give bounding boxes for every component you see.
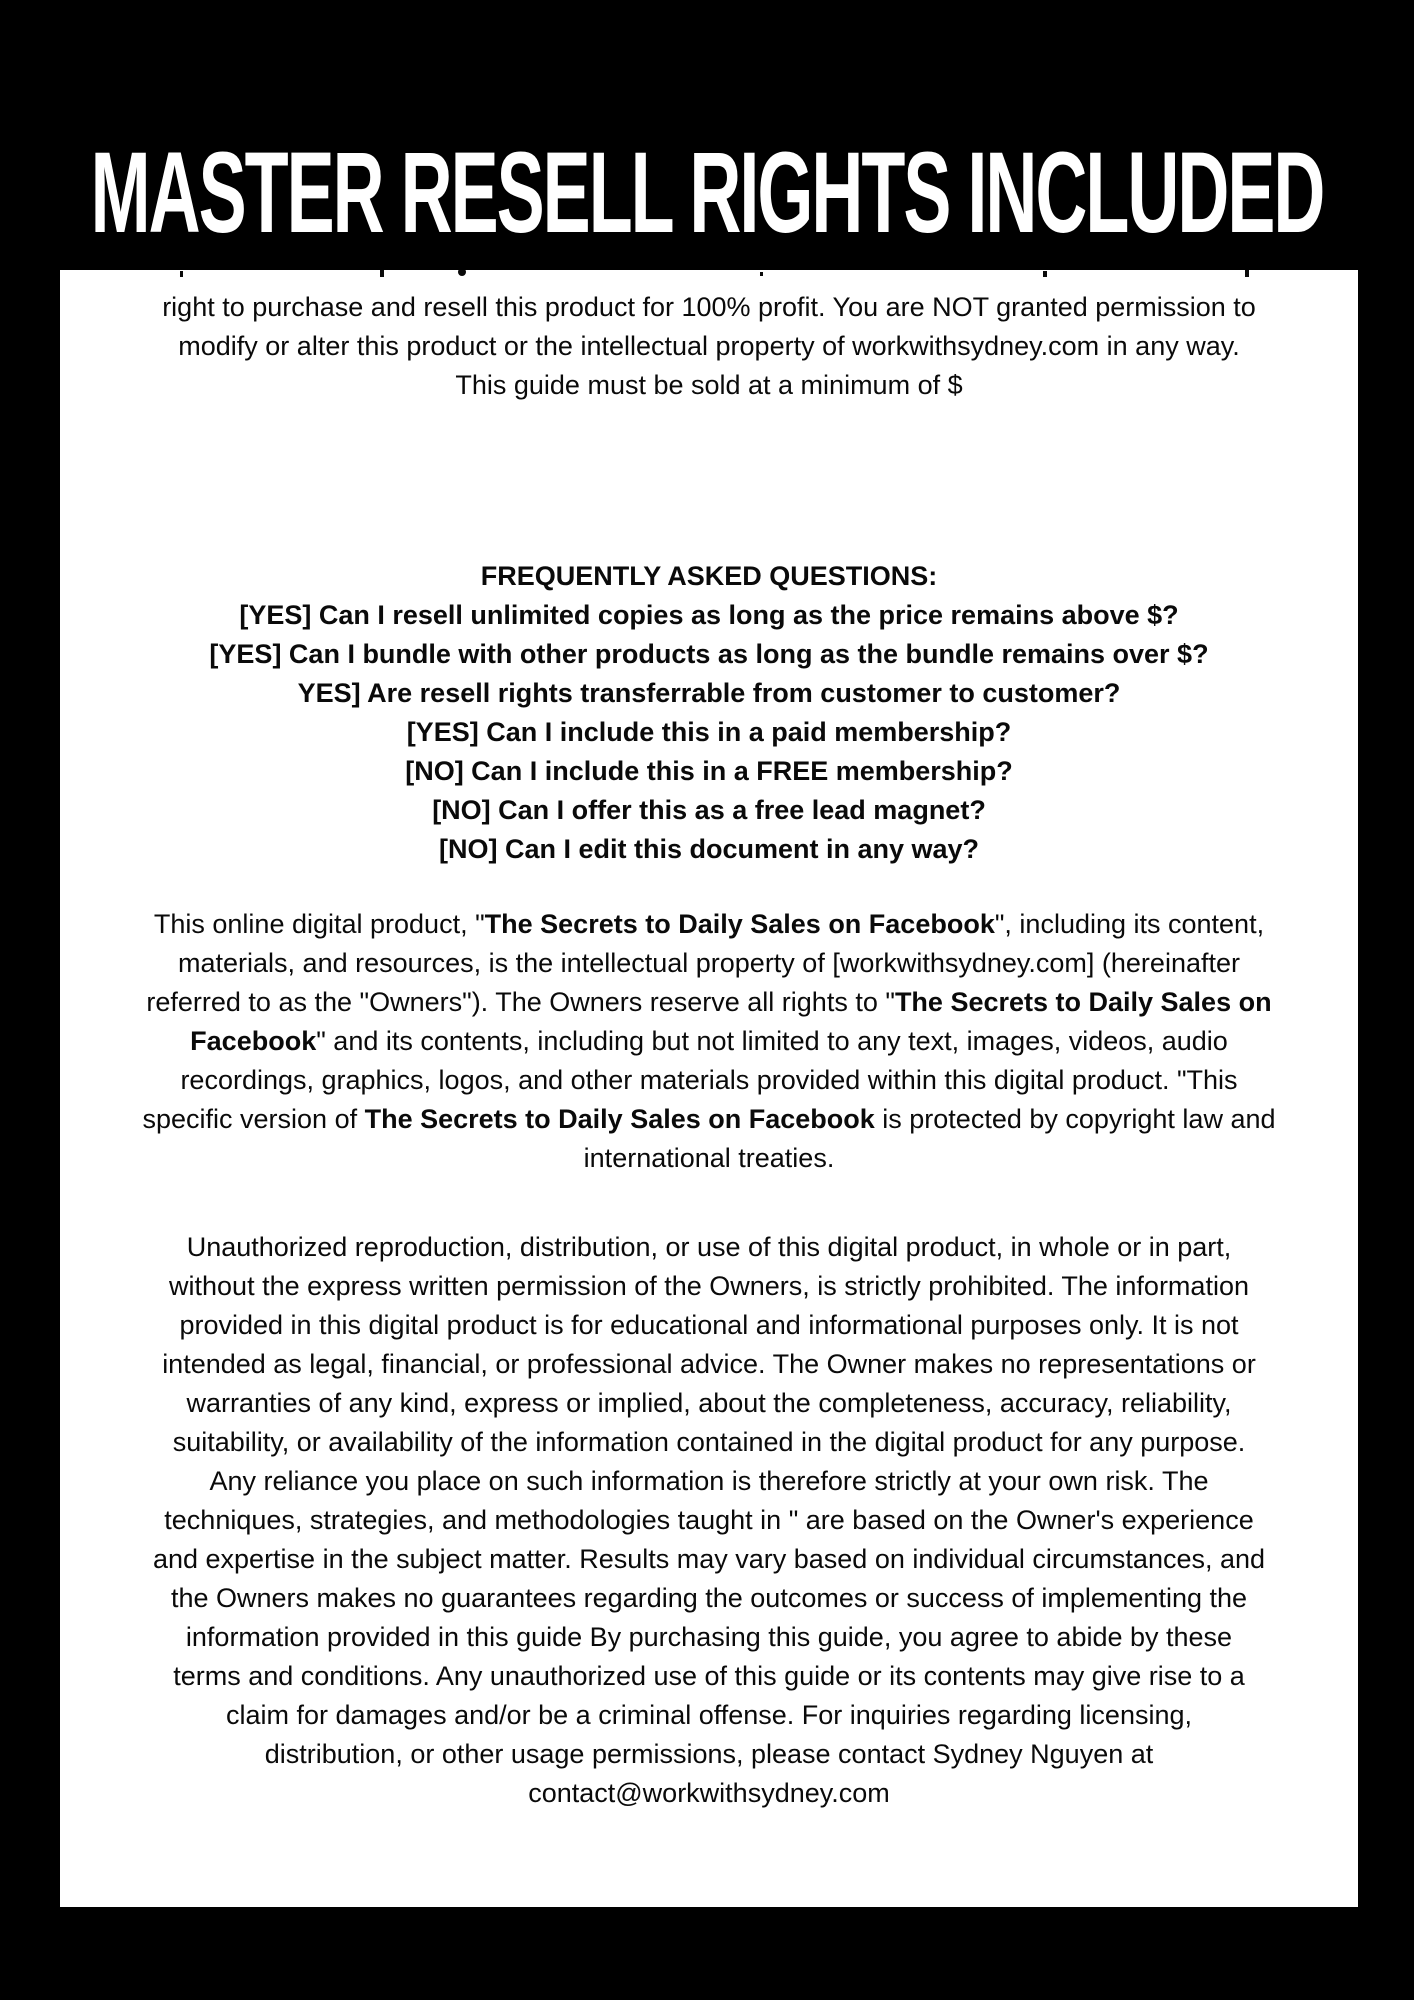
page-title: MASTER RESELL RIGHTS INCLUDED <box>90 129 1324 258</box>
text-line: materials, and resources, is the intellectual property of [workwithsydney.com] (hereinafter <box>178 948 1240 978</box>
text-line: [NO] Can I include this in a FREE membership? <box>405 756 1013 786</box>
text-line: intended as legal, financial, or professional advice. The Owner makes no representations or <box>162 1349 1256 1379</box>
faq-heading: FREQUENTLY ASKED QUESTIONS: <box>480 561 938 591</box>
copyright-paragraph <box>86 905 1332 1178</box>
text-line: right to purchase and resell this product for 100% profit. You are NOT granted permission to <box>162 292 1256 322</box>
text-line: terms and conditions. Any unauthorized use of this guide or its contents may give rise to a <box>173 1661 1245 1691</box>
intro-paragraph <box>86 288 1332 405</box>
text-line: Facebook" and its contents, including but not limited to any text, images, videos, audio <box>190 1026 1228 1056</box>
text-line: This online digital product, "The Secrets to Daily Sales on Facebook", including its content, <box>153 909 1265 939</box>
text-line: the Owners makes no guarantees regarding the outcomes or success of implementing the <box>170 1583 1248 1613</box>
text-line: techniques, strategies, and methodologies taught in " are based on the Owner's experience <box>164 1505 1254 1535</box>
text-line: provided in this digital product is for educational and informational purposes only. It is not <box>179 1310 1239 1340</box>
text-line: without the express written permission of the Owners, is strictly prohibited. The information <box>169 1271 1249 1301</box>
text-line: referred to as the "Owners"). The Owners reserve all rights to "The Secrets to Daily Sales on <box>146 987 1272 1017</box>
text-line: YES] Are resell rights transferrable from customer to customer? <box>297 678 1121 708</box>
license-box <box>60 270 1358 1907</box>
text-line: and expertise in the subject matter. Results may vary based on individual circumstances, and <box>152 1544 1266 1574</box>
text-line: Unauthorized reproduction, distribution, or use of this digital product, in whole or in part, <box>186 1232 1232 1262</box>
text-line: warranties of any kind, express or implied, about the completeness, accuracy, reliability, <box>186 1388 1232 1418</box>
text-line: modify or alter this product or the intellectual property of workwithsydney.com in any way. <box>178 331 1240 361</box>
text-line: contact@workwithsydney.com <box>528 1778 890 1808</box>
text-line: claim for damages and/or be a criminal offense. For inquiries regarding licensing, <box>226 1700 1192 1730</box>
text-line: [YES] Can I resell unlimited copies as long as the price remains above $? <box>239 600 1179 630</box>
text-line: suitability, or availability of the information contained in the digital product for any purpose. <box>172 1427 1246 1457</box>
text-line: [NO] Can I offer this as a free lead magnet? <box>432 795 986 825</box>
text-line: distribution, or other usage permissions, please contact Sydney Nguyen at <box>264 1739 1154 1769</box>
text-line: This guide must be sold at a minimum of $ <box>455 370 963 400</box>
text-line: international treaties. <box>583 1143 835 1173</box>
text-line: recordings, graphics, logos, and other materials provided within this digital product. "This <box>180 1065 1238 1095</box>
text-line: specific version of The Secrets to Daily Sales on Facebook is protected by copyright law and <box>142 1104 1276 1134</box>
text-line: Any reliance you place on such information is therefore strictly at your own risk. The <box>209 1466 1209 1496</box>
license-text <box>60 270 1358 1813</box>
text-line: [YES] Can I include this in a paid membership? <box>406 717 1012 747</box>
text-line: information provided in this guide By purchasing this guide, you agree to abide by these <box>185 1622 1233 1652</box>
text-line: [YES] Can I bundle with other products as long as the bundle remains over $? <box>209 639 1209 669</box>
text-line: [NO] Can I edit this document in any way? <box>438 834 980 864</box>
disclaimer-paragraph <box>86 1228 1332 1813</box>
faq-items <box>86 596 1332 869</box>
faq-section <box>86 557 1332 869</box>
